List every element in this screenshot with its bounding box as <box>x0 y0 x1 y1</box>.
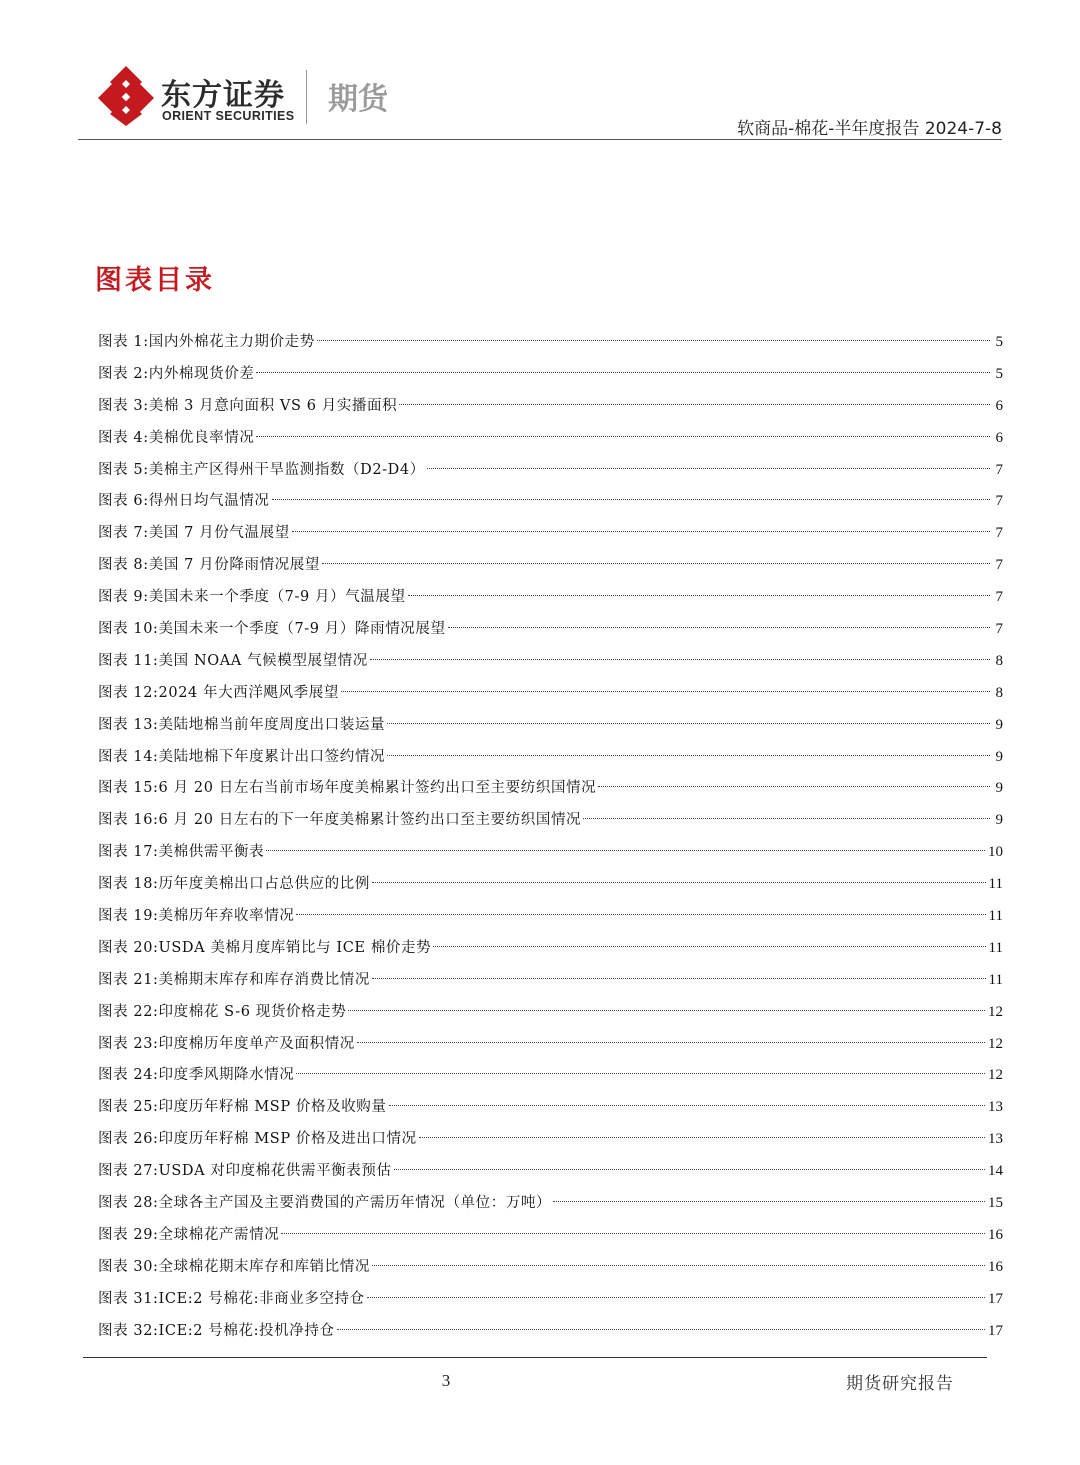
toc-entry[interactable] <box>98 773 1003 805</box>
toc-entry[interactable] <box>98 518 1003 550</box>
toc-dot-leader <box>448 627 990 628</box>
toc-dot-leader <box>322 563 990 564</box>
toc-entry-label: 图表 26: <box>98 1131 159 1148</box>
toc-entry[interactable] <box>98 742 1003 774</box>
toc-entry-title: ICE:2 号棉花:非商业多空持仓 <box>158 1290 365 1307</box>
toc-dot-leader <box>337 1329 985 1330</box>
toc-entry[interactable] <box>98 1029 1003 1061</box>
toc-dot-leader <box>292 531 990 532</box>
toc-entry-label: 图表 9: <box>98 589 149 606</box>
toc-entry-label: 图表 22: <box>98 1003 159 1020</box>
toc-dot-leader <box>399 404 990 405</box>
toc-entry-page: 6 <box>995 429 1003 446</box>
toc-entry-title: 美陆地棉下年度累计出口签约情况 <box>158 748 386 765</box>
toc-entry-page: 8 <box>995 652 1003 669</box>
toc-dot-leader <box>256 372 990 373</box>
toc-entry-label: 图表 31: <box>98 1290 159 1307</box>
toc-dot-leader <box>341 691 990 692</box>
toc-entry-page: 16 <box>988 1226 1003 1243</box>
toc-entry-page: 5 <box>995 365 1003 382</box>
toc-entry-label: 图表 4: <box>98 429 149 446</box>
toc-dot-leader <box>296 914 985 915</box>
toc-entry-label: 图表 18: <box>98 876 159 893</box>
toc-entry-page: 11 <box>988 876 1003 893</box>
toc-entry-label: 图表 5: <box>98 461 149 478</box>
toc-dot-leader <box>317 340 990 341</box>
toc-entry[interactable] <box>98 805 1003 837</box>
toc-entry[interactable] <box>98 997 1003 1029</box>
toc-entry-label: 图表 11: <box>98 652 159 669</box>
toc-entry-label: 图表 24: <box>98 1067 159 1084</box>
toc-entry[interactable] <box>98 455 1003 487</box>
toc-entry[interactable] <box>98 327 1003 359</box>
footer-divider <box>83 1357 987 1358</box>
toc-entry[interactable] <box>98 1220 1003 1252</box>
company-name-en: ORIENT SECURITIES <box>162 109 295 123</box>
toc-entry-page: 17 <box>988 1322 1003 1339</box>
toc-entry-label: 图表 13: <box>98 716 159 733</box>
toc-entry-label: 图表 3: <box>98 397 149 414</box>
toc-entry[interactable] <box>98 933 1003 965</box>
toc-entry-title: ICE:2 号棉花:投机净持仓 <box>158 1322 335 1339</box>
toc-entry-page: 15 <box>988 1195 1003 1212</box>
toc-entry-page: 11 <box>988 908 1003 925</box>
toc-entry-title: 美棉期末库存和库存消费比情况 <box>158 971 370 988</box>
toc-entry-label: 图表 30: <box>98 1258 159 1275</box>
toc-entry-page: 11 <box>988 971 1003 988</box>
toc-dot-leader <box>419 1137 985 1138</box>
toc-entry-label: 图表 28: <box>98 1195 159 1212</box>
toc-entry-title: 印度季风期降水情况 <box>158 1067 295 1084</box>
toc-dot-leader <box>370 659 990 660</box>
page-header <box>0 0 1080 142</box>
toc-entry-title: 美棉主产区得州干旱监测指数（D2-D4） <box>148 461 425 478</box>
toc-entry[interactable] <box>98 486 1003 518</box>
report-title: 软商品-棉花-半年度报告 2024-7-8 <box>737 119 1002 139</box>
toc-entry-page: 13 <box>988 1131 1003 1148</box>
toc-dot-leader <box>394 1169 985 1170</box>
toc-entry-page: 16 <box>988 1258 1003 1275</box>
toc-entry-page: 7 <box>995 493 1003 510</box>
toc-entry[interactable] <box>98 965 1003 997</box>
toc-dot-leader <box>348 1010 985 1011</box>
page-number: 3 <box>441 1371 451 1390</box>
toc-entry[interactable] <box>98 901 1003 933</box>
toc-dot-leader <box>387 723 990 724</box>
toc-dot-leader <box>357 1042 985 1043</box>
toc-entry[interactable] <box>98 678 1003 710</box>
toc-entry-title: 美棉 3 月意向面积 VS 6 月实播面积 <box>148 397 398 414</box>
toc-entry-title: 全球棉花期末库存和库销比情况 <box>158 1258 370 1275</box>
orient-securities-logo-icon <box>98 66 154 126</box>
toc-entry[interactable] <box>98 550 1003 582</box>
toc-entry[interactable] <box>98 1252 1003 1284</box>
toc-entry-label: 图表 15: <box>98 780 159 797</box>
header-divider <box>78 139 1002 140</box>
toc-entry-label: 图表 7: <box>98 525 149 542</box>
toc-entry[interactable] <box>98 359 1003 391</box>
toc-entry[interactable] <box>98 1124 1003 1156</box>
toc-dot-leader <box>281 1233 985 1234</box>
toc-entry-page: 7 <box>995 557 1003 574</box>
toc-entry-label: 图表 14: <box>98 748 159 765</box>
toc-entry[interactable] <box>98 614 1003 646</box>
toc-entry-label: 图表 19: <box>98 908 159 925</box>
toc-entry[interactable] <box>98 582 1003 614</box>
toc-entry[interactable] <box>98 1316 1003 1348</box>
toc-dot-leader <box>296 1073 985 1074</box>
toc-entry-page: 8 <box>995 684 1003 701</box>
toc-entry-title: 美国未来一个季度（7-9 月）气温展望 <box>148 589 406 606</box>
toc-entry-page: 10 <box>988 844 1003 861</box>
toc-entry[interactable] <box>98 710 1003 742</box>
toc-entry[interactable] <box>98 837 1003 869</box>
company-name-cn: 东方证券 <box>161 78 285 113</box>
division-name: 期货 <box>328 82 388 117</box>
toc-entry-page: 7 <box>995 461 1003 478</box>
toc-entry-label: 图表 29: <box>98 1226 159 1243</box>
toc-entry[interactable] <box>98 1188 1003 1220</box>
toc-entry-title: 印度历年籽棉 MSP 价格及进出口情况 <box>158 1131 417 1148</box>
toc-entry-page: 9 <box>995 716 1003 733</box>
toc-entry-page: 14 <box>988 1163 1003 1180</box>
toc-entry-title: 印度棉花 S-6 现货价格走势 <box>158 1003 347 1020</box>
toc-entry-page: 17 <box>988 1290 1003 1307</box>
toc-dot-leader <box>372 882 986 883</box>
toc-dot-leader <box>387 755 990 756</box>
toc-dot-leader <box>408 595 990 596</box>
toc-entry-title: 全球棉花产需情况 <box>158 1226 280 1243</box>
toc-entry-title: 美棉历年弃收率情况 <box>158 908 295 925</box>
toc-entry-label: 图表 16: <box>98 812 159 829</box>
toc-entry-page: 7 <box>995 589 1003 606</box>
toc-entry-title: 6 月 20 日左右当前市场年度美棉累计签约出口至主要纺织国情况 <box>158 780 597 797</box>
toc-entry[interactable] <box>98 1156 1003 1188</box>
toc-dot-leader <box>598 786 990 787</box>
toc-dot-leader <box>372 1265 985 1266</box>
toc-entry-label: 图表 20: <box>98 939 159 956</box>
toc-entry-label: 图表 6: <box>98 493 149 510</box>
toc-entry-title: 全球各主产国及主要消费国的产需历年情况（单位：万吨） <box>158 1195 552 1212</box>
toc-entry[interactable] <box>98 646 1003 678</box>
toc-dot-leader <box>389 1105 985 1106</box>
toc-entry-label: 图表 10: <box>98 621 159 638</box>
toc-entry-label: 图表 23: <box>98 1035 159 1052</box>
toc-entry-title: 6 月 20 日左右的下一年度美棉累计签约出口至主要纺织国情况 <box>158 812 582 829</box>
toc-entry-page: 12 <box>988 1067 1003 1084</box>
toc-entry[interactable] <box>98 1092 1003 1124</box>
toc-entry-page: 13 <box>988 1099 1003 1116</box>
toc-entry[interactable] <box>98 869 1003 901</box>
toc-entry-page: 9 <box>995 780 1003 797</box>
toc-entry-title: 美国未来一个季度（7-9 月）降雨情况展望 <box>158 621 446 638</box>
toc-entry-page: 7 <box>995 525 1003 542</box>
toc-entry-label: 图表 25: <box>98 1099 159 1116</box>
toc-entry-page: 6 <box>995 397 1003 414</box>
toc-entry-label: 图表 21: <box>98 971 159 988</box>
toc-entry-title: USDA 美棉月度库销比与 ICE 棉价走势 <box>158 939 432 956</box>
toc-entry-label: 图表 27: <box>98 1163 159 1180</box>
toc-entry-label: 图表 8: <box>98 557 149 574</box>
toc-dot-leader <box>553 1201 985 1202</box>
toc-entry-title: 美棉供需平衡表 <box>158 844 265 861</box>
toc-entry-page: 11 <box>988 939 1003 956</box>
toc-entry-title: 得州日均气温情况 <box>148 493 270 510</box>
toc-dot-leader <box>272 499 990 500</box>
toc-entry-title: USDA 对印度棉花供需平衡表预估 <box>158 1163 392 1180</box>
toc-entry-page: 5 <box>995 334 1003 350</box>
footer-label: 期货研究报告 <box>846 1374 954 1394</box>
toc-entry-label: 图表 1: <box>98 334 149 350</box>
toc-dot-leader <box>372 978 986 979</box>
toc-entry-page: 7 <box>995 621 1003 638</box>
toc-entry-title: 美国 NOAA 气候模型展望情况 <box>158 652 368 669</box>
toc-dot-leader <box>256 436 990 437</box>
toc-entry-title: 美棉优良率情况 <box>148 429 255 446</box>
toc-entry-page: 12 <box>988 1003 1003 1020</box>
toc-entry-title: 美陆地棉当前年度周度出口装运量 <box>158 716 386 733</box>
toc-entry-label: 图表 32: <box>98 1322 159 1339</box>
section-title: 图表目录 <box>95 265 215 296</box>
toc-entry-title: 美国 7 月份气温展望 <box>148 525 290 542</box>
toc-entry-label: 图表 12: <box>98 684 159 701</box>
toc-entry-title: 美国 7 月份降雨情况展望 <box>148 557 320 574</box>
toc-dot-leader <box>583 818 990 819</box>
toc-entry-title: 印度历年籽棉 MSP 价格及收购量 <box>158 1099 387 1116</box>
logo-divider <box>306 70 307 124</box>
toc-dot-leader <box>427 468 990 469</box>
figure-toc-list <box>98 327 1003 1348</box>
toc-dot-leader <box>367 1297 985 1298</box>
toc-entry-title: 2024 年大西洋飓风季展望 <box>158 684 339 701</box>
toc-entry[interactable] <box>98 1284 1003 1316</box>
toc-dot-leader <box>266 850 985 851</box>
toc-entry-title: 印度棉历年度单产及面积情况 <box>158 1035 355 1052</box>
toc-dot-leader <box>433 946 985 947</box>
toc-entry[interactable] <box>98 1060 1003 1092</box>
toc-entry-title: 国内外棉花主力期价走势 <box>148 334 315 350</box>
toc-entry-page: 12 <box>988 1035 1003 1052</box>
toc-entry-page: 9 <box>995 812 1003 829</box>
toc-entry[interactable] <box>98 391 1003 423</box>
toc-entry-label: 图表 2: <box>98 365 149 382</box>
toc-entry-page: 9 <box>995 748 1003 765</box>
toc-entry[interactable] <box>98 423 1003 455</box>
toc-entry-label: 图表 17: <box>98 844 159 861</box>
toc-entry-title: 内外棉现货价差 <box>148 365 255 382</box>
toc-entry-title: 历年度美棉出口占总供应的比例 <box>158 876 370 893</box>
